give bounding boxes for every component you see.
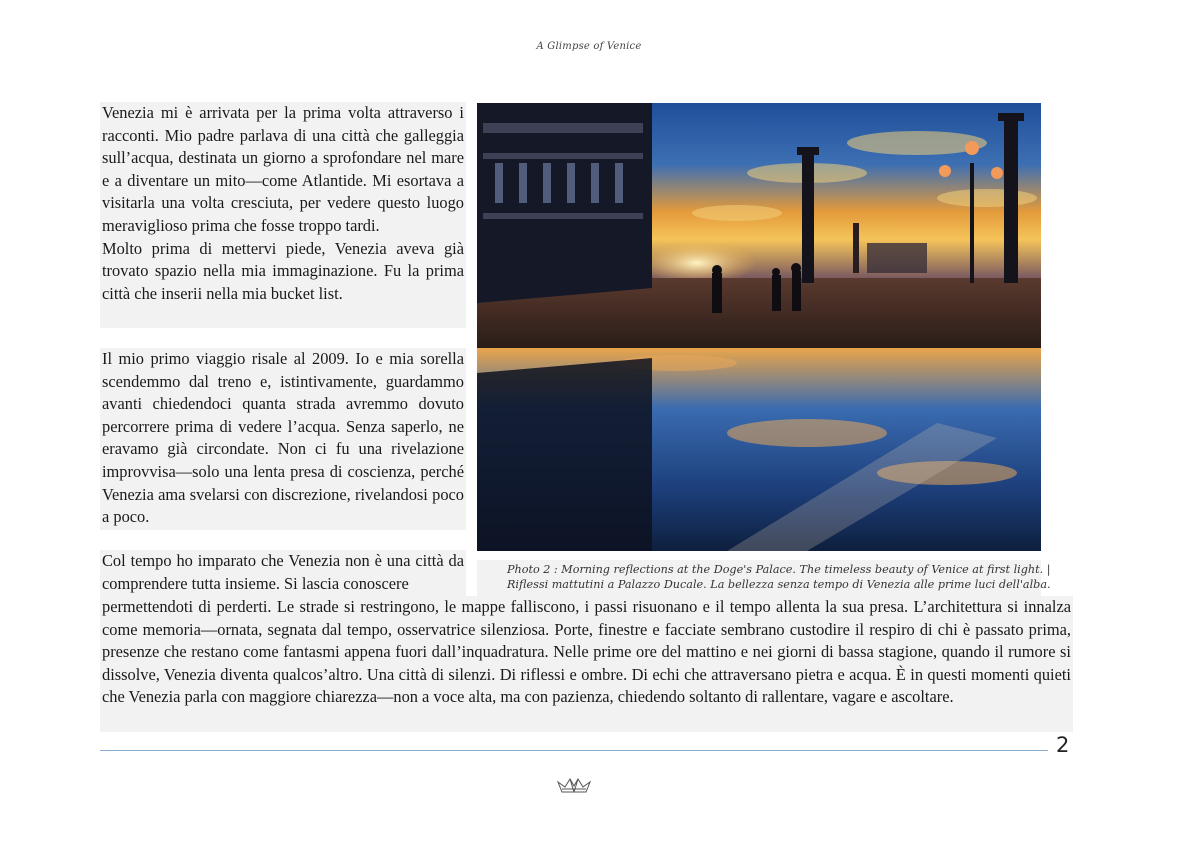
page-number: 2	[1056, 733, 1070, 757]
text-block-wide	[100, 596, 1073, 732]
paragraph-4-start: Col tempo ho imparato che Venezia non è una città da comprendere tutta insieme. Si lascia conoscere	[102, 551, 464, 593]
paragraph-2: Molto prima di mettervi piede, Venezia aveva già trovato spazio nella mia immaginazione. Fu la prima città che inserii nella mia bucket list.	[102, 238, 464, 303]
caption-line-italian: Riflessi mattutini a Palazzo Ducale. La bellezza senza tempo di Venezia alle prime luci dell'alba.	[507, 578, 1051, 591]
paragraph-1: Venezia mi è arrivata per la prima volta attraverso i racconti. Mio padre parlava di una città che galleggia sull’acqua, destinata un giorno a sprofondare nel mare e a diventare un mito—come Atlantide. Mi esortava a visitarla una volta cresciuta, per vedere questo luogo meraviglioso prima che fosse troppo tardi.	[102, 103, 464, 235]
text-block-intro	[100, 102, 466, 328]
doges-palace-reflection-image	[477, 103, 1041, 551]
photo-caption	[477, 560, 1051, 596]
venice-photo	[477, 103, 1041, 551]
paragraph-3: Il mio primo viaggio risale al 2009. Io e mia sorella scendemmo dal treno e, istintivamente, guardammo avanti chiedendoci quanta strada avremmo dovuto percorrere prima di vedere l’acqua. Senza saperlo, ne eravamo già circondate. Non ci fu una rivelazione improvvisa—solo una lenta presa di coscienza, perché Venezia ama svelarsi con discrezione, rivelandosi poco a poco.	[102, 349, 464, 527]
running-header-title: A Glimpse of Venice	[536, 41, 642, 52]
paragraph-4-rest: permettendoti di perderti. Le strade si restringono, le mappe falliscono, i passi risuonano e il tempo allenta la sua presa. L’architettura si innalza come memoria—ornata, segnata dal tempo, osservatrice silenziosa. Porte, finestre e facciate sembrano custodire il respiro di chi è passato prima, presenze che restano come fantasmi appena fuori dall’inquadratura. Nelle prime ore del mattino e nei giorni di bassa stagione, quando il rumore si dissolve, Venezia diventa qualcos’altro. Una città di silenzi. Di riflessi e ombre. Di echi che attraversano pietra e acqua. È in questi momenti quieti che Venezia parla con maggiore chiarezza—non a voce alta, ma con pazienza, chiedendo soltanto di rallentare, vagare e ascoltare.	[102, 597, 1071, 707]
text-block-first-trip	[100, 348, 466, 530]
caption-line-english: Photo 2 : Morning reflections at the Doge's Palace. The timeless beauty of Venice at first light. |	[507, 563, 1051, 576]
paper-boat-crown-logo-icon	[557, 776, 591, 794]
text-block-learning-start	[100, 550, 466, 596]
footer-divider	[100, 750, 1048, 751]
